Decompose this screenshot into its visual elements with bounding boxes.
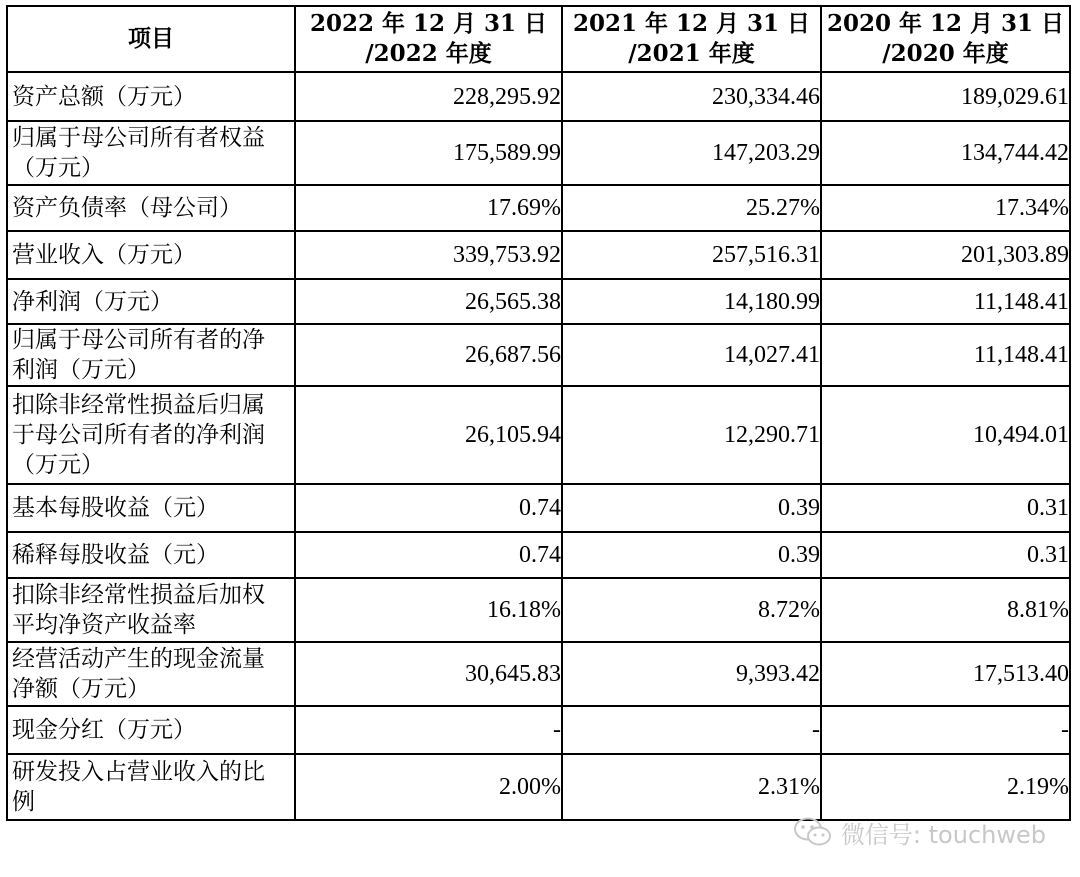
value-2022: 0.74: [295, 532, 562, 578]
value-2020: 8.81%: [821, 578, 1070, 642]
table-row: [7, 279, 1070, 324]
row-label: 现金分红（万元）: [7, 706, 295, 754]
value-2022: 228,295.92: [295, 72, 562, 121]
value-2020: 189,029.61: [821, 72, 1070, 121]
header-2022: 2022 年 12 月 31 日 /2022 年度: [295, 6, 562, 72]
table-row: [7, 121, 1070, 185]
value-2020: 17.34%: [821, 185, 1070, 231]
table-row: [7, 324, 1070, 386]
value-2020: 17,513.40: [821, 642, 1070, 706]
table-row: [7, 642, 1070, 706]
table-row: [7, 578, 1070, 642]
row-label: 研发投入占营业收入的比 例: [7, 754, 295, 820]
header-2020: 2020 年 12 月 31 日 /2020 年度: [821, 6, 1070, 72]
value-2020: 0.31: [821, 484, 1070, 532]
value-2021: 8.72%: [562, 578, 821, 642]
value-2020: 201,303.89: [821, 231, 1070, 279]
watermark: [793, 814, 1046, 850]
value-2022: -: [295, 706, 562, 754]
value-2020: 2.19%: [821, 754, 1070, 820]
value-2021: -: [562, 706, 821, 754]
value-2022: 175,589.99: [295, 121, 562, 185]
financial-table: [6, 5, 1071, 821]
table-row: [7, 484, 1070, 532]
value-2020: 10,494.01: [821, 386, 1070, 484]
value-2021: 25.27%: [562, 185, 821, 231]
value-2021: 0.39: [562, 484, 821, 532]
row-label: 扣除非经常性损益后加权 平均净资产收益率: [7, 578, 295, 642]
row-label: 基本每股收益（元）: [7, 484, 295, 532]
value-2021: 12,290.71: [562, 386, 821, 484]
value-2022: 17.69%: [295, 185, 562, 231]
row-label: 营业收入（万元）: [7, 231, 295, 279]
value-2022: 26,105.94: [295, 386, 562, 484]
row-label: 归属于母公司所有者的净 利润（万元）: [7, 324, 295, 386]
table-row: [7, 386, 1070, 484]
row-label: 扣除非经常性损益后归属 于母公司所有者的净利润 （万元）: [7, 386, 295, 484]
value-2021: 9,393.42: [562, 642, 821, 706]
table-row: [7, 706, 1070, 754]
value-2020: -: [821, 706, 1070, 754]
value-2020: 0.31: [821, 532, 1070, 578]
watermark-text: 微信号: touchweb: [840, 820, 1046, 849]
table-row: [7, 754, 1070, 820]
value-2020: 11,148.41: [821, 324, 1070, 386]
row-label: 资产总额（万元）: [7, 72, 295, 121]
value-2021: 230,334.46: [562, 72, 821, 121]
value-2021: 0.39: [562, 532, 821, 578]
row-label: 经营活动产生的现金流量 净额（万元）: [7, 642, 295, 706]
value-2022: 30,645.83: [295, 642, 562, 706]
value-2022: 16.18%: [295, 578, 562, 642]
row-label: 稀释每股收益（元）: [7, 532, 295, 578]
row-label: 归属于母公司所有者权益 （万元）: [7, 121, 295, 185]
header-item: 项目: [7, 6, 295, 72]
table-row: [7, 231, 1070, 279]
table-body: [7, 72, 1070, 820]
value-2021: 14,180.99: [562, 279, 821, 324]
value-2022: 26,565.38: [295, 279, 562, 324]
value-2020: 134,744.42: [821, 121, 1070, 185]
wechat-icon: [793, 816, 833, 848]
table-row: [7, 72, 1070, 121]
value-2021: 14,027.41: [562, 324, 821, 386]
header-row: [7, 6, 1070, 72]
value-2022: 2.00%: [295, 754, 562, 820]
value-2022: 0.74: [295, 484, 562, 532]
row-label: 资产负债率（母公司）: [7, 185, 295, 231]
value-2021: 147,203.29: [562, 121, 821, 185]
row-label: 净利润（万元）: [7, 279, 295, 324]
value-2021: 257,516.31: [562, 231, 821, 279]
table-row: [7, 532, 1070, 578]
value-2021: 2.31%: [562, 754, 821, 820]
value-2022: 26,687.56: [295, 324, 562, 386]
header-2021: 2021 年 12 月 31 日 /2021 年度: [562, 6, 821, 72]
value-2020: 11,148.41: [821, 279, 1070, 324]
table-row: [7, 185, 1070, 231]
value-2022: 339,753.92: [295, 231, 562, 279]
